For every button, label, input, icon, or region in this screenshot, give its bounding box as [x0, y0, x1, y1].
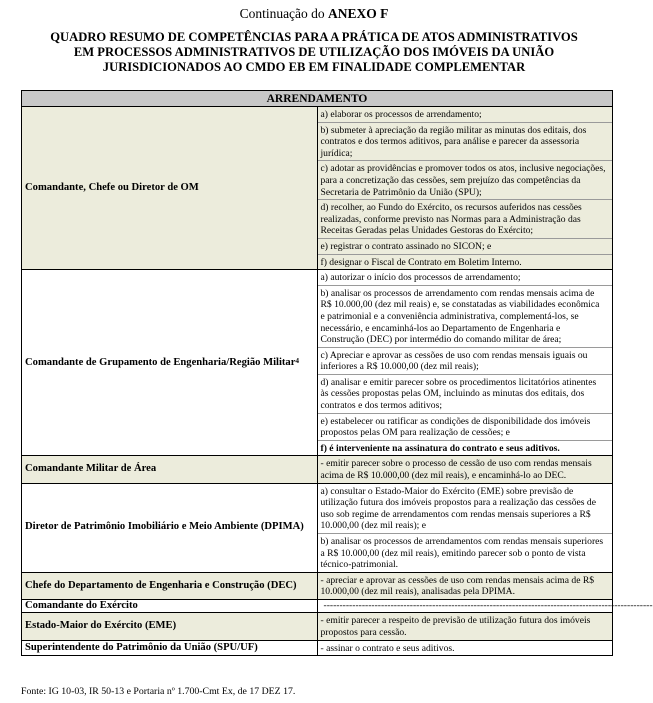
source-footnote: Fonte: IG 10-03, IR 50-13 e Portaria nº 1.700-Cmt Ex, de 17 DEZ 17.: [21, 686, 296, 697]
list-item: a) autorizar o início dos processos de arrendamento;: [318, 270, 613, 286]
table-row: [22, 613, 613, 640]
table-row: [22, 483, 613, 572]
table-header: ARRENDAMENTO: [22, 91, 613, 107]
list-item: b) submeter à apreciação da região militar as minutas dos editais, dos contratos e dos termos aditivos, para análise e parecer da assessoria jurídica;: [318, 123, 613, 162]
row-label: Comandante Militar de Área: [22, 456, 318, 483]
row-label: Comandante, Chefe ou Diretor de OM: [22, 107, 318, 270]
list-item: d) analisar e emitir parecer sobre os procedimentos licitatórios atinentes às cessões propostas pelas OM, incluindo as minutas dos editais, dos contratos e dos termos aditivos;: [318, 375, 613, 414]
list-item: d) recolher, ao Fundo do Exército, os recursos auferidos nas cessões realizadas, conforme previsto nas Normas para a Administração das Receitas Geradas pelas Unidades Gestoras do Exército;: [318, 200, 613, 239]
empty-placeholder: -------------------------------------------------------------------------------------------------------: [323, 600, 653, 612]
list-item: a) consultar o Estado-Maior do Exército (EME) sobre previsão de utilização futura dos imóveis propostos para a realização das cessões de uso sob regime de arrendamentos com rendas mensais superiores a R$ 10.000,00 (dez mil reais); e: [318, 484, 613, 534]
row-label: Diretor de Patrimônio Imobiliário e Meio Ambiente (DPIMA): [22, 483, 318, 572]
list-item: f) é interveniente na assinatura do contrato e seus aditivos.: [320, 442, 560, 454]
row-content: [317, 599, 653, 613]
list-item: - emitir parecer sobre o processo de cessão de uso com rendas mensais acima de R$ 10.000,00 (dez mil reais), e encaminhá-lo ao DEC.: [320, 458, 592, 482]
title-line: QUADRO RESUMO DE COMPETÊNCIAS PARA A PRÁTICA DE ATOS ADMINISTRATIVOS: [50, 30, 578, 44]
row-label: Estado-Maior do Exército (EME): [22, 613, 318, 640]
row-content: [317, 572, 613, 599]
row-content: [317, 640, 613, 656]
document-title: [0, 30, 628, 75]
footnote-marker: 4: [295, 356, 299, 365]
row-content: [317, 456, 613, 483]
list-item: c) adotar as providências e promover todos os atos, inclusive negociações, para a concretização das cessões, sem prejuízo das competências da Secretaria de Patrimônio da União (SPU);: [318, 161, 613, 200]
list-item: e) estabelecer ou ratificar as condições de disponibilidade dos imóveis propostos pelas OM para realização de cessões; e: [318, 414, 613, 441]
table-row: [22, 599, 613, 613]
list-item: f) designar o Fiscal de Contrato em Boletim Interno.: [320, 256, 522, 268]
row-label: Superintendente do Patrimônio da União (SPU/UF): [22, 640, 318, 656]
title-line: EM PROCESSOS ADMINISTRATIVOS DE UTILIZAÇÃO DOS IMÓVEIS DA UNIÃO: [73, 45, 555, 59]
row-content: [317, 270, 613, 456]
continuation-prefix: Continuação do: [239, 6, 325, 21]
row-content: [317, 107, 613, 270]
continuation-line: [0, 0, 628, 26]
table-row: [22, 572, 613, 599]
list-item: - apreciar e aprovar as cessões de uso com rendas mensais acima de R$ 10.000,00 (dez mil reais), analisadas pela DPIMA.: [320, 574, 595, 598]
row-label-text: Comandante de Grupamento de Engenharia/Região Militar: [25, 356, 296, 368]
list-item: b) analisar os processos de arrendamento com rendas mensais acima de R$ 10.000,00 (dez mil reais) e, se constatadas as viabilidades econômica e patrimonial e a conveniência administrativa, complementá-los, se necessário, e encaminhá-los ao Departamento de Engenharia e Construção (DEC) por intermédio do comando militar de área;: [318, 286, 613, 348]
table-row: [22, 456, 613, 483]
annex-label: ANEXO F: [328, 6, 389, 21]
table-row: [22, 270, 613, 456]
list-item: e) registrar o contrato assinado no SICON; e: [318, 239, 613, 255]
list-item: - assinar o contrato e seus aditivos.: [320, 642, 455, 654]
row-content: [317, 613, 613, 640]
row-label: [22, 270, 318, 456]
row-content: [317, 483, 613, 572]
list-item: b) analisar os processos de arrendamentos com rendas mensais superiores a R$ 10.000,00 (dez mil reais), emitindo parecer sob o ponto de vista técnico-patrimonial.: [320, 536, 604, 571]
list-item: a) elaborar os processos de arrendamento;: [318, 107, 613, 123]
table-row: [22, 107, 613, 270]
row-label: Comandante do Exército: [22, 599, 318, 613]
title-line: JURISDICIONADOS AO CMDO EB EM FINALIDADE COMPLEMENTAR: [102, 60, 526, 74]
table-row: [22, 640, 613, 656]
list-item: c) Apreciar e aprovar as cessões de uso com rendas mensais iguais ou inferiores a R$ 10.000,00 (dez mil reais);: [318, 348, 613, 375]
competencies-table: [21, 90, 653, 656]
row-label: Chefe do Departamento de Engenharia e Construção (DEC): [22, 572, 318, 599]
list-item: - emitir parecer a respeito de previsão de utilização futura dos imóveis propostos para cessão.: [320, 615, 591, 639]
